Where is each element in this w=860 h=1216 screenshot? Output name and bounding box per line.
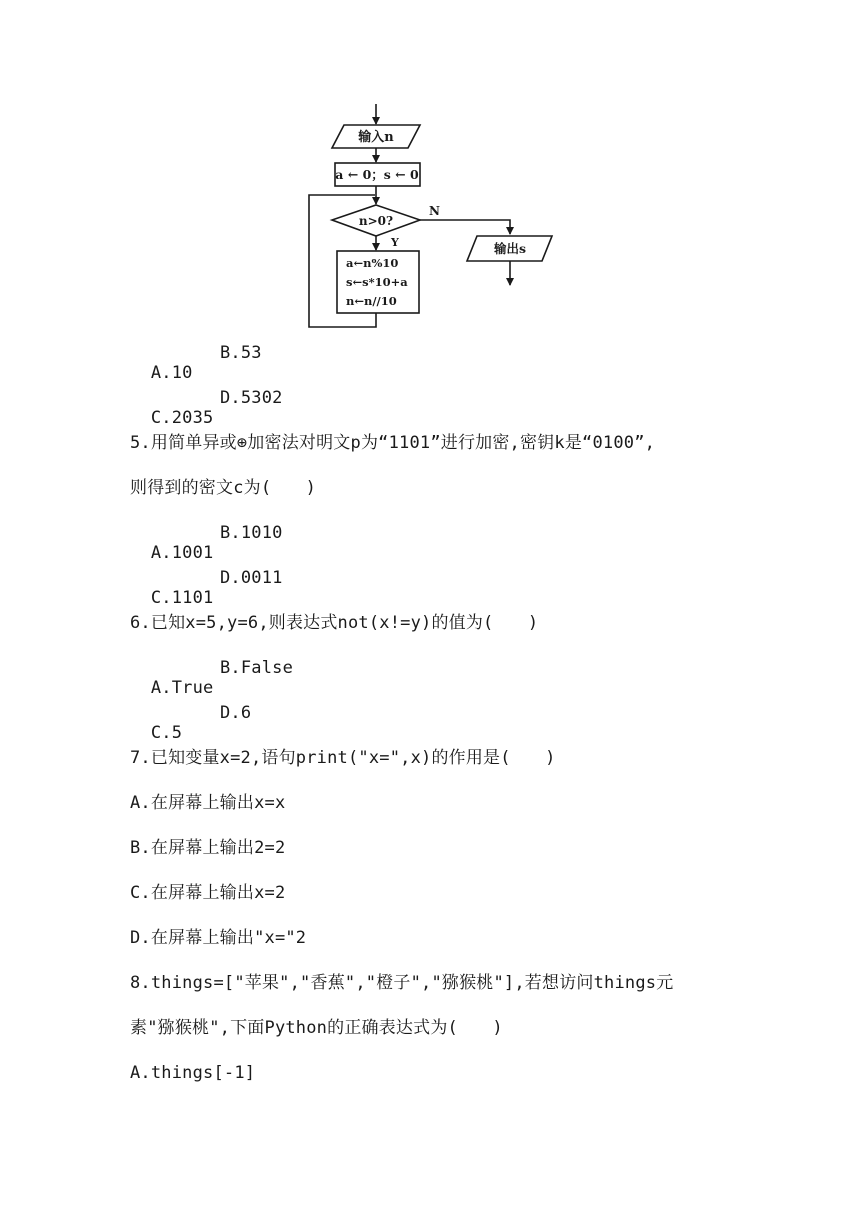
q5-stem-line2: 则得到的密文c为( )	[130, 478, 317, 498]
q5-option-a: A.1001	[150, 543, 214, 563]
q7-option-c: C.在屏幕上输出x=2	[130, 883, 286, 903]
q6-option-a: A.True	[150, 678, 214, 698]
q4-options-cd	[130, 388, 283, 428]
q7-option-a: A.在屏幕上输出x=x	[130, 793, 286, 813]
arrow-cond-output	[420, 220, 510, 234]
yes-label: Y	[391, 236, 399, 249]
flowchart	[0, 0, 860, 340]
body-line-1: a←n%10	[346, 256, 399, 270]
q5-option-b: B.1010	[220, 523, 283, 543]
q6-options-ab	[130, 658, 294, 698]
q8-option-a: A.things[-1]	[130, 1063, 256, 1083]
q4-option-c: C.2035	[150, 408, 214, 428]
q4-option-a: A.10	[150, 363, 193, 383]
q7-option-b: B.在屏幕上输出2=2	[130, 838, 286, 858]
q5-stem-line1: 5.用简单异或⊕加密法对明文p为“1101”进行加密,密钥k是“0100”,	[130, 433, 656, 453]
q7-option-d: D.在屏幕上输出"x="2	[130, 928, 307, 948]
q4-option-b: B.53	[220, 343, 262, 363]
condition-label: n>0?	[358, 214, 394, 228]
q6-option-d: D.6	[220, 703, 252, 723]
q6-stem: 6.已知x=5,y=6,则表达式not(x!=y)的值为( )	[130, 613, 539, 633]
output-label: 输出s	[493, 241, 527, 256]
q5-options-ab	[130, 523, 283, 563]
q6-options-cd	[130, 703, 252, 743]
q4-option-d: D.5302	[220, 388, 283, 408]
body-line-2: s←s*10+a	[346, 275, 408, 289]
q5-options-cd	[130, 568, 283, 608]
init-label: a ← 0；s ← 0	[335, 167, 419, 182]
no-label: N	[429, 204, 440, 218]
q6-option-b: B.False	[220, 658, 294, 678]
q8-stem-line2: 素"猕猴桃",下面Python的正确表达式为( )	[130, 1018, 503, 1038]
q5-option-d: D.0011	[220, 568, 283, 588]
q8-stem-line1: 8.things=["苹果","香蕉","橙子","猕猴桃"],若想访问things元	[130, 973, 674, 993]
input-label: 输入n	[358, 130, 394, 145]
q5-option-c: C.1101	[150, 588, 214, 608]
q4-options-ab	[130, 343, 262, 383]
q7-stem: 7.已知变量x=2,语句print("x=",x)的作用是( )	[130, 748, 556, 768]
body-line-3: n←n//10	[346, 294, 397, 308]
q6-option-c: C.5	[150, 723, 183, 743]
